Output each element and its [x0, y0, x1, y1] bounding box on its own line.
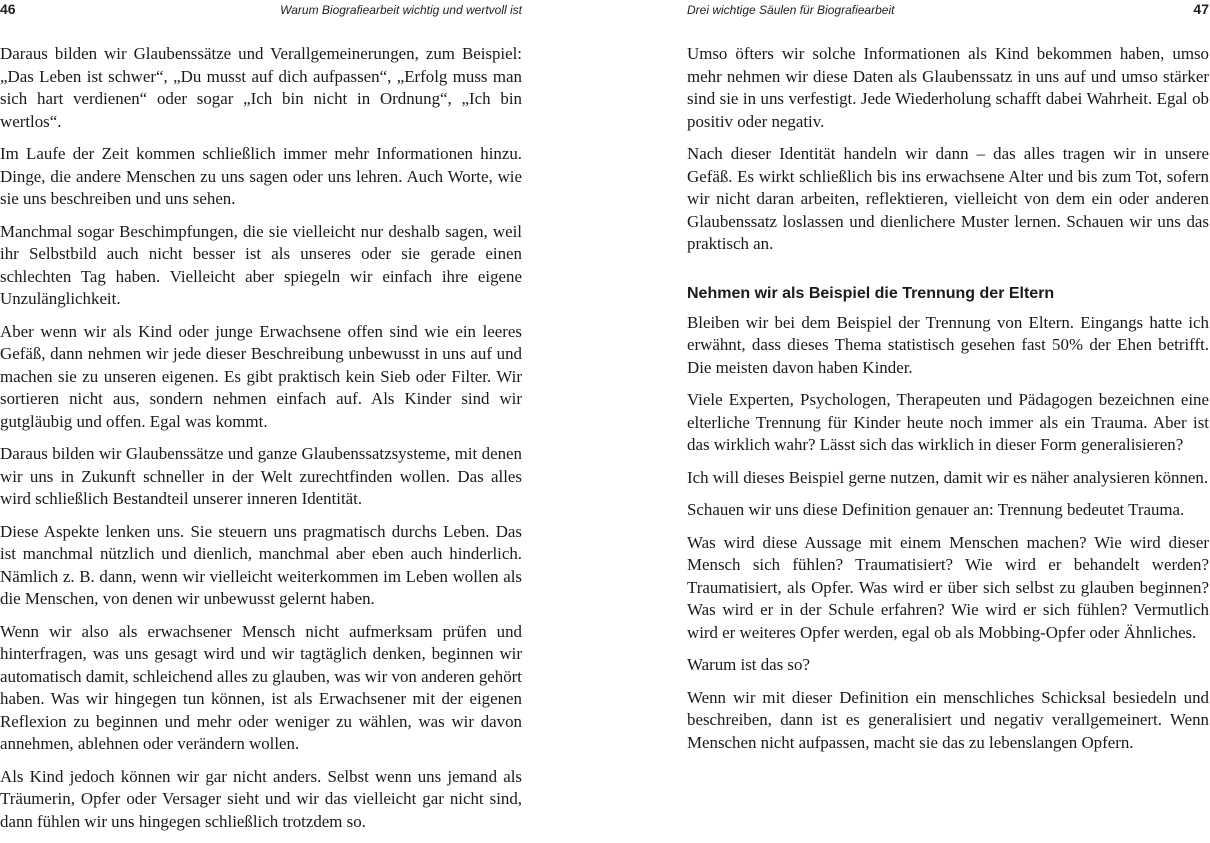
paragraph: Nach dieser Identität handeln wir dann – das alles tragen wir in unsere Gefäß. Es wirkt schließlich bis ins erwachsene Alter und bis zum Tot, sofern wir nicht daran arbeiten, reflektieren, vielleicht von dem ein oder anderen Glaubenssatz loslassen und dienlichere Muster lernen. Schauen wir uns das praktisch an. [687, 144, 1209, 253]
running-title: Warum Biografiearbeit wichtig und wertvoll ist [280, 3, 522, 17]
paragraph: Daraus bilden wir Glaubenssätze und Verallgemeinerungen, zum Beispiel: „Das Leben ist schwer“, „Du musst auf dich aufpassen“, „Erfolg muss man sich hart verdienen“ oder sogar „Ich bin nicht in Ordnung“, „Ich bin wertlos“. [0, 44, 522, 131]
paragraph: Im Laufe der Zeit kommen schließlich immer mehr Informationen hinzu. Dinge, die andere Menschen zu uns sagen oder uns lehren. Auch Worte, wie sie uns beschreiben und uns sehen. [0, 144, 522, 208]
paragraph: Wenn wir also als erwachsener Mensch nicht aufmerksam prüfen und hinterfragen, was uns gesagt wird und wir tagtäglich denken, beginnen wir automatisch damit, schleichend alles zu glauben, was wir von anderen gehört haben. Was wir hingegen tun können, ist als Erwachsener mit der eigenen Reflexion zu beginnen und mehr oder weniger zu wählen, was wir davon annehmen, ablehnen oder verändern wollen. [0, 621, 522, 753]
page-number: 46 [0, 1, 16, 17]
right-page-body [687, 43, 1209, 764]
paragraph: Warum ist das so? [687, 655, 810, 674]
paragraph: Bleiben wir bei dem Beispiel der Trennung von Eltern. Eingangs hatte ich erwähnt, dass dieses Thema statistisch gesehen fast 50% der Ehen betrifft. Die meisten davon haben Kinder. [687, 312, 1209, 377]
running-title: Drei wichtige Säulen für Biografiearbeit [687, 3, 895, 17]
paragraph: Schauen wir uns diese Definition genauer an: Trennung bedeutet Trauma. [687, 500, 1185, 519]
left-page-body [0, 43, 522, 843]
paragraph: Aber wenn wir als Kind oder junge Erwachsene offen sind wie ein leeres Gefäß, dann nehmen wir jede dieser Beschreibung unbewusst in uns auf und machen sie zu unseren eigenen. Es gibt praktisch kein Sieb oder Filter. Wir sortieren nicht aus, sondern nehmen einfach auf. Als Kinder sind wir gutgläubig und offen. Egal was kommt. [0, 321, 522, 431]
paragraph: Wenn wir mit dieser Definition ein menschliches Schicksal besiedeln und beschreiben, dann ist es generalisiert und negativ verallgemeinert. Wenn Menschen nicht aufpassen, macht sie das zu lebenslangen Opfern. [687, 687, 1209, 752]
paragraph: Ich will dieses Beispiel gerne nutzen, damit wir es näher analysieren können. [687, 467, 1209, 487]
paragraph: Was wird diese Aussage mit einem Menschen machen? Wie wird dieser Mensch sich fühlen? Traumatisiert? Wie wird er behandelt werden? Traumatisiert, als Opfer. Was wird er über sich selbst zu glauben beginnen? Was wird er in der Schule erfahren? Wie wird er sich fühlen? Vermutlich wird er weiteres Opfer werden, egal ob als Mobbing-Opfer oder Ähnliches. [687, 532, 1209, 642]
paragraph: Umso öfters wir solche Informationen als Kind bekommen haben, umso mehr nehmen wir diese Daten als Glaubenssatz in uns auf und umso stärker sind sie in uns verfestigt. Jede Wiederholung schafft dabei Wahrheit. Egal ob positiv oder negativ. [687, 44, 1209, 131]
paragraph: Als Kind jedoch können wir gar nicht anders. Selbst wenn uns jemand als Träumerin, Opfer oder Versager sieht und wir das vielleicht gar nicht sind, dann fühlen wir uns hingegen schließlich trotzdem so. [0, 766, 522, 831]
paragraph: Viele Experten, Psychologen, Therapeuten und Pädagogen bezeichnen eine elterliche Trennung für Kinder heute noch immer als ein Trauma. Aber ist das wirklich wahr? Lässt sich das wirklich in dieser Form generalisieren? [687, 390, 1209, 454]
left-page [0, 0, 522, 841]
right-page-header [687, 0, 1209, 20]
section-heading: Nehmen wir als Beispiel die Trennung der Eltern [687, 284, 1055, 302]
page-number: 47 [1193, 1, 1209, 17]
left-page-header [0, 0, 522, 20]
paragraph: Manchmal sogar Beschimpfungen, die sie vielleicht nur deshalb sagen, weil ihr Selbstbild auch nicht besser ist als unseres oder sie gerade einen schlechten Tag haben. Vielleicht aber spiegeln wir einfach ihre eigene Unzulänglichkeit. [0, 221, 522, 308]
paragraph: Diese Aspekte lenken uns. Sie steuern uns pragmatisch durchs Leben. Das ist manchmal nützlich und dienlich, manchmal aber eben auch hinderlich. Nämlich z. B. dann, wenn wir vielleicht weiterkommen im Leben wollen als die Menschen, von denen wir unbewusst gelernt haben. [0, 521, 522, 608]
paragraph: Daraus bilden wir Glaubenssätze und ganze Glaubenssatzsysteme, mit denen wir uns in Zukunft schneller in der Welt zurechtfinden wollen. Das alles wird schließlich Bestandteil unserer inneren Identität. [0, 444, 522, 508]
right-page [687, 0, 1209, 841]
